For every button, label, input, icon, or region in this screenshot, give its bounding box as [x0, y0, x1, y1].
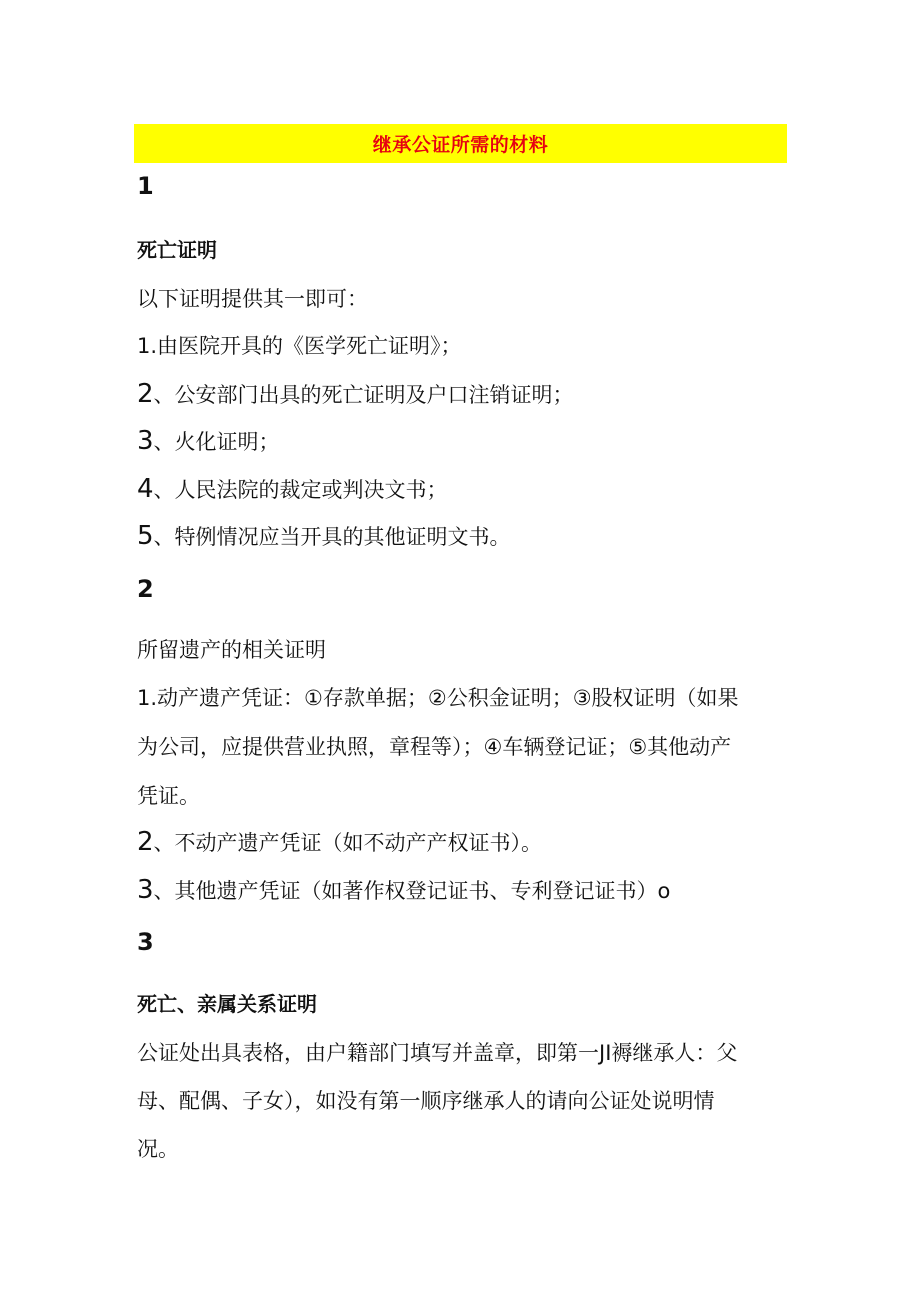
item-number: 1.	[137, 334, 158, 358]
item-text: 、公安部门出具的死亡证明及户口注销证明；	[153, 383, 574, 407]
item-number: 2	[137, 379, 154, 409]
list-item-continuation: 为公司，应提供营业执照，章程等）；④车辆登记证；⑤其他动产	[137, 735, 732, 759]
section-heading: 死亡证明	[137, 238, 217, 262]
item-text: 、火化证明；	[153, 430, 280, 454]
item-number: 3	[137, 426, 154, 456]
document-title: 继承公证所需的材料	[372, 134, 549, 156]
item-text: 动产遗产凭证：①存款单据；②公积金证明；③股权证明（如果	[157, 686, 739, 710]
paragraph-line: 母、配偶、子女），如没有第一顺序继承人的请向公证处说明情	[137, 1089, 715, 1113]
list-item-continuation: 凭证。	[137, 784, 200, 808]
item-text: 、不动产遗产凭证（如不动产产权证书）。	[153, 831, 543, 855]
item-text: 、其他遗产凭证（如著作权登记证书、专利登记证书）o	[153, 879, 671, 903]
section-heading: 所留遗产的相关证明	[137, 638, 326, 662]
list-item	[137, 522, 511, 551]
list-item	[137, 684, 739, 712]
title-banner	[134, 124, 787, 163]
section-intro: 以下证明提供其一即可：	[137, 287, 368, 311]
section-number: 1	[137, 172, 154, 200]
section-heading: 死亡、亲属关系证明	[137, 992, 317, 1016]
list-item	[137, 475, 448, 504]
list-item	[137, 828, 542, 857]
paragraph-line: 公证处出具表格，由户籍部门填写并盖章，即第一JI褥继承人：父	[137, 1041, 738, 1065]
item-text: 、特例情况应当开具的其他证明文书。	[153, 525, 511, 549]
item-number: 1.	[137, 686, 158, 710]
list-item	[137, 380, 574, 409]
item-number: 2	[137, 827, 154, 857]
list-item	[137, 876, 670, 905]
list-item	[137, 332, 462, 360]
item-text: 、人民法院的裁定或判决文书；	[153, 478, 448, 502]
item-number: 5	[137, 521, 154, 551]
paragraph-line: 况。	[137, 1137, 179, 1161]
list-item	[137, 427, 280, 456]
item-number: 3	[137, 875, 154, 905]
item-text: 由医院开具的《医学死亡证明》；	[157, 334, 462, 358]
section-number: 2	[137, 575, 154, 603]
item-number: 4	[137, 474, 154, 504]
section-number: 3	[137, 928, 154, 956]
